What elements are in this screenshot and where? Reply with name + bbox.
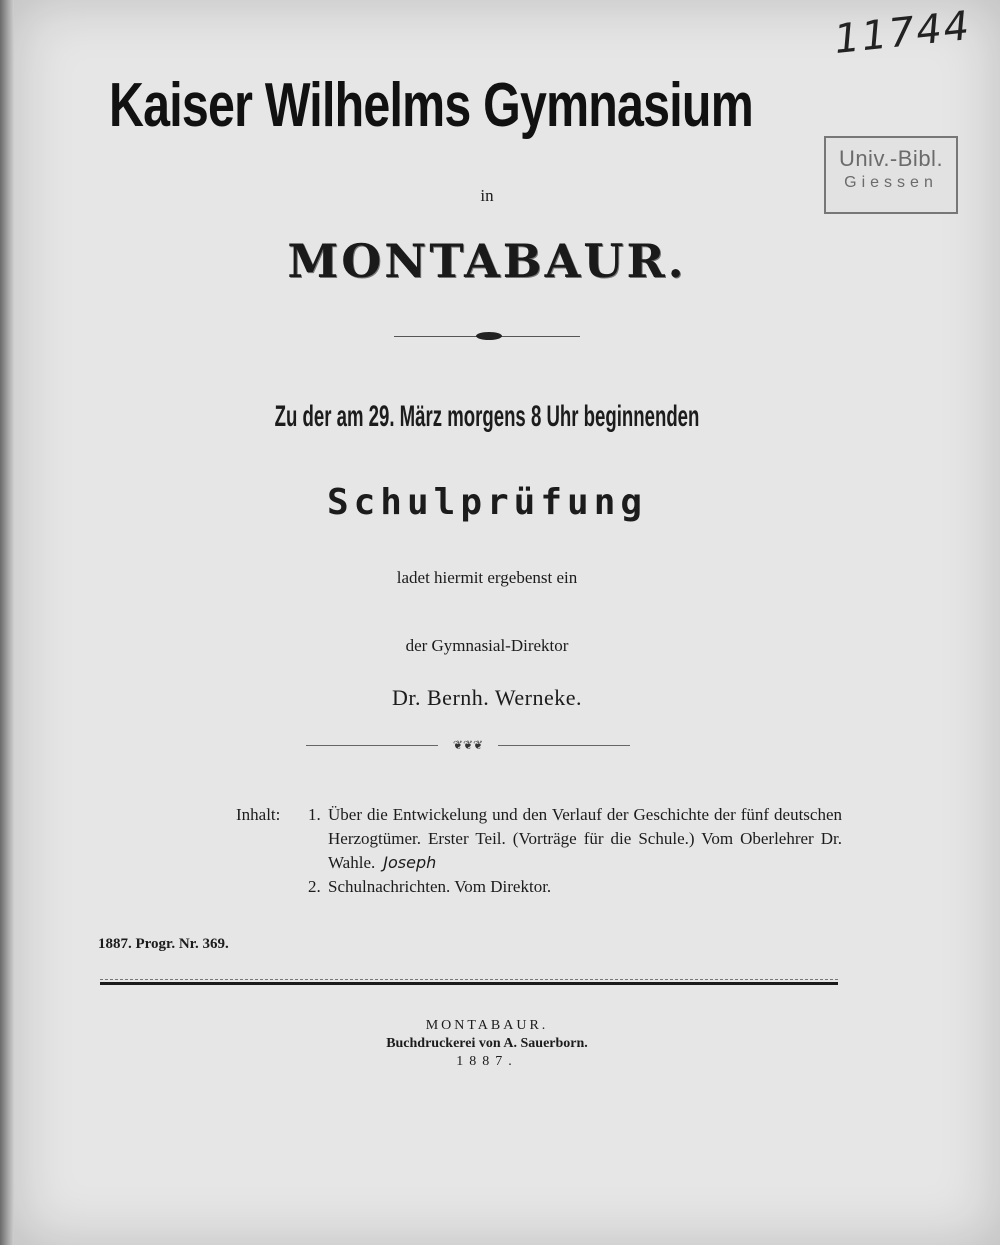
page-title: Kaiser Wilhelms Gymnasium bbox=[109, 71, 753, 140]
invitation-line: Zu der am 29. März morgens 8 Uhr beginnenden bbox=[274, 400, 700, 433]
contents-item-1-text: Über die Entwickelung und den Verlauf der Geschichte der fünf deutschen Herzogtümer. Erster Teil. (Vorträge für die Schule.) Vom Oberlehrer Dr. Wahle. bbox=[328, 805, 842, 872]
stamp-line-1: Univ.-Bibl. bbox=[838, 146, 944, 171]
program-note: 1887. Progr. Nr. 369. bbox=[98, 936, 229, 952]
imprint-place: MONTABAUR. bbox=[425, 1018, 549, 1033]
exam-heading: Schulprüfung bbox=[326, 482, 648, 523]
stamp-line-2: Giessen bbox=[844, 174, 938, 191]
director-name: Dr. Bernh. Werneke. bbox=[392, 685, 582, 710]
ornament-dot bbox=[476, 332, 502, 340]
contents-item-2 bbox=[328, 875, 842, 899]
role-text: der Gymnasial-Direktor bbox=[405, 636, 569, 655]
contents-label: Inhalt: bbox=[236, 805, 281, 824]
bottom-rule-dashed bbox=[100, 979, 838, 981]
town-name: MONTABAUR. bbox=[287, 234, 687, 288]
contents-item-2-number: 2. bbox=[308, 877, 321, 896]
handwritten-shelf-mark: 11744 bbox=[831, 2, 974, 64]
imprint bbox=[14, 1017, 960, 1071]
contents-item-2-text: Schulnachrichten. Vom Direktor. bbox=[328, 877, 552, 896]
handwritten-annotation: Joseph bbox=[383, 853, 437, 872]
ornament-flourish-icon: ❦❦❦ bbox=[438, 738, 498, 752]
contents-item-1-number: 1. bbox=[308, 805, 321, 824]
contents-item-1 bbox=[328, 803, 842, 875]
in-label: in bbox=[480, 186, 494, 205]
imprint-year: 1887. bbox=[456, 1054, 518, 1069]
title-page bbox=[14, 0, 1000, 1245]
bottom-rule bbox=[100, 982, 838, 985]
scan-edge bbox=[0, 0, 14, 1245]
invite-text: ladet hiermit ergebenst ein bbox=[396, 568, 578, 587]
imprint-printer: Buchdruckerei von A. Sauerborn. bbox=[386, 1036, 588, 1051]
